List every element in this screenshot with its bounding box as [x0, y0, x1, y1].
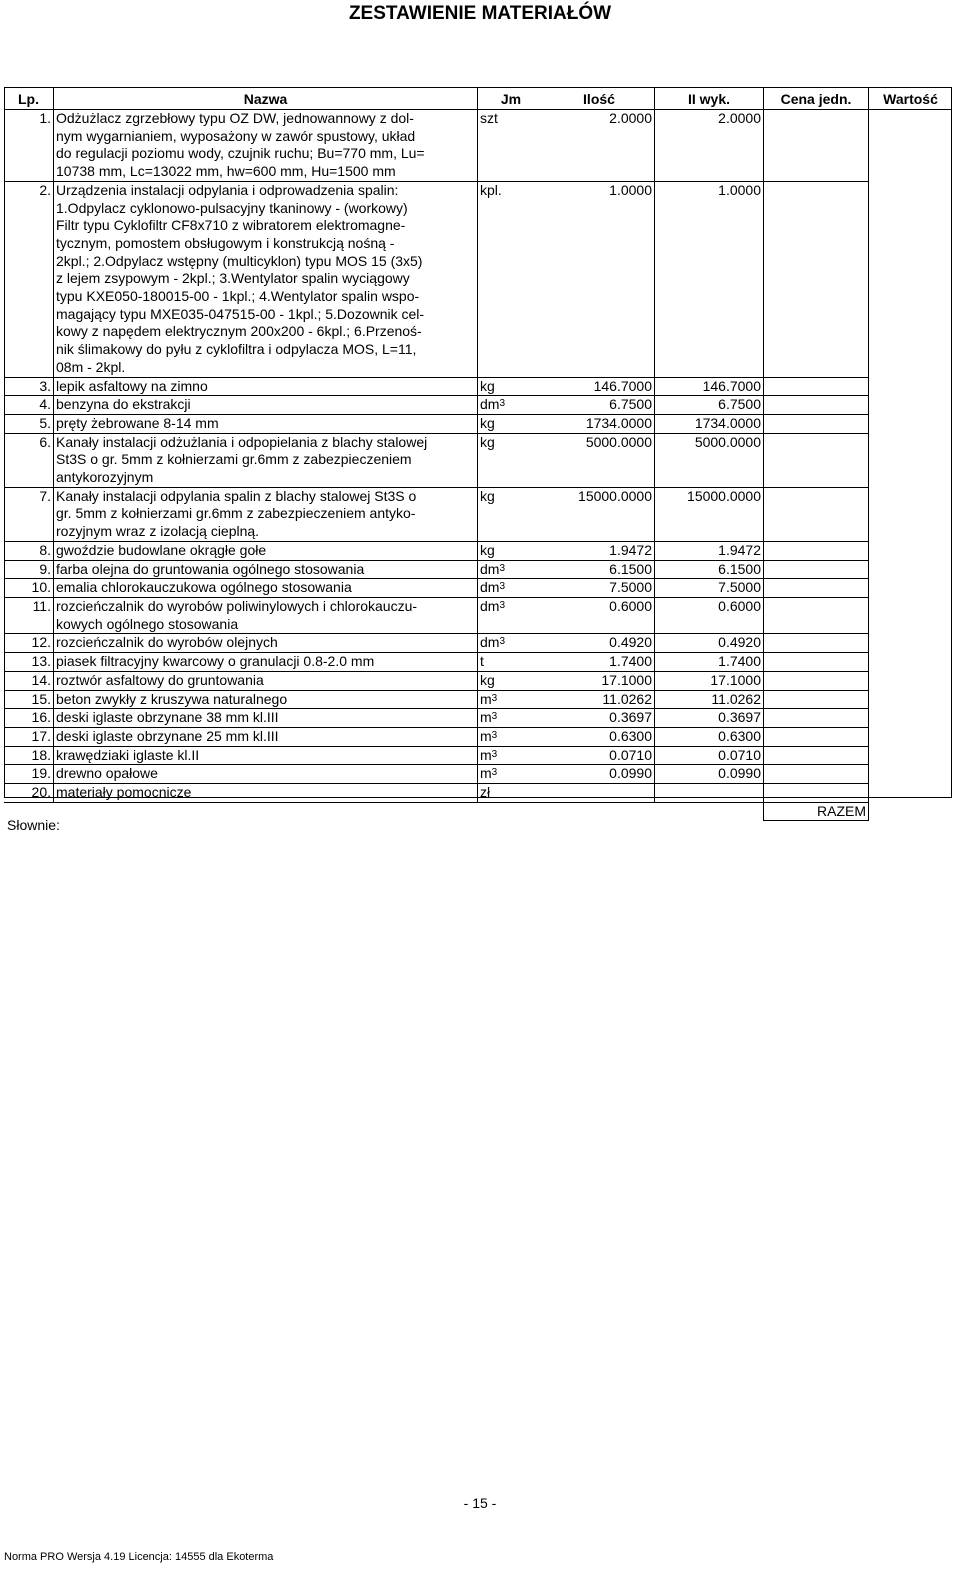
- row-ii-wyk: [655, 784, 764, 803]
- table-row: [4, 765, 952, 784]
- row-jm: [478, 181, 545, 377]
- row-ilosc: 17.1000: [544, 671, 655, 690]
- row-nazwa: beton zwykły z kruszywa naturalnego: [54, 690, 478, 709]
- row-ilosc: 0.6300: [544, 727, 655, 746]
- row-wartosc: [869, 634, 953, 653]
- row-ilosc: 0.3697: [544, 709, 655, 728]
- table-row: [4, 653, 952, 672]
- unit-text: dm: [480, 597, 500, 614]
- row-ilosc: 1.9472: [544, 541, 655, 560]
- row-ii-wyk: 17.1000: [655, 671, 764, 690]
- row-jm: [478, 671, 545, 690]
- row-nazwa: piasek filtracyjny kwarcowy o granulacji 0.8-2.0 mm: [54, 653, 478, 672]
- row-ii-wyk: 1.0000: [655, 181, 764, 377]
- row-wartosc: [869, 541, 953, 560]
- row-nazwa: krawędziaki iglaste kl.II: [54, 746, 478, 765]
- unit-text: kpl.: [480, 181, 502, 198]
- row-cena: [764, 560, 869, 579]
- row-lp: 13.: [4, 653, 54, 672]
- row-cena: [764, 671, 869, 690]
- row-ilosc: 0.0990: [544, 765, 655, 784]
- row-nazwa: gwoździe budowlane okrągłe gołe: [54, 541, 478, 560]
- row-nazwa: emalia chlorokauczukowa ogólnego stosowania: [54, 579, 478, 598]
- row-cena: [764, 110, 869, 182]
- row-ilosc: 5000.0000: [544, 433, 655, 487]
- header-wartosc: Wartość: [869, 88, 953, 110]
- unit-text: kg: [480, 433, 495, 450]
- table-row: [4, 414, 952, 433]
- table-row: [4, 597, 952, 633]
- unit-text: dm: [480, 634, 500, 651]
- table-row: [4, 784, 952, 803]
- table-row: [4, 433, 952, 487]
- footer-license: Norma PRO Wersja 4.19 Licencja: 14555 dla Ekoterma: [4, 1551, 274, 1563]
- header-ilosc: Ilość: [544, 88, 655, 110]
- materials-table: [4, 87, 952, 821]
- unit-exponent: 3: [491, 692, 498, 704]
- row-jm: [478, 579, 545, 598]
- unit-text: dm: [480, 579, 500, 596]
- row-jm: [478, 377, 545, 396]
- row-wartosc: [869, 181, 953, 377]
- row-jm: [478, 433, 545, 487]
- table-row: [4, 377, 952, 396]
- header-nazwa: Nazwa: [54, 88, 478, 110]
- empty-cell: [54, 802, 478, 821]
- unit-text: kg: [480, 377, 495, 394]
- unit-text: kg: [480, 487, 495, 504]
- row-cena: [764, 433, 869, 487]
- razem-value: [869, 802, 953, 821]
- row-nazwa: materiały pomocnicze: [54, 784, 478, 803]
- unit-exponent: 3: [499, 562, 506, 574]
- row-ilosc: 6.7500: [544, 396, 655, 415]
- row-cena: [764, 784, 869, 803]
- row-cena: [764, 727, 869, 746]
- row-wartosc: [869, 487, 953, 541]
- row-ii-wyk: 6.7500: [655, 396, 764, 415]
- row-ilosc: 146.7000: [544, 377, 655, 396]
- row-ii-wyk: 11.0262: [655, 690, 764, 709]
- unit-text: kg: [480, 671, 495, 688]
- row-ii-wyk: 0.6000: [655, 597, 764, 633]
- unit-exponent: 3: [499, 398, 506, 410]
- row-lp: 7.: [4, 487, 54, 541]
- row-ii-wyk: 1.7400: [655, 653, 764, 672]
- row-lp: 2.: [4, 181, 54, 377]
- row-nazwa: pręty żebrowane 8-14 mm: [54, 414, 478, 433]
- unit-text: m: [480, 727, 492, 744]
- table-row: [4, 746, 952, 765]
- unit-text: t: [480, 653, 484, 670]
- table-row: [4, 560, 952, 579]
- row-jm: [478, 727, 545, 746]
- slownie-label: Słownie:: [7, 817, 60, 833]
- row-ilosc: [544, 784, 655, 803]
- table-row: [4, 487, 952, 541]
- row-jm: [478, 487, 545, 541]
- row-nazwa: drewno opałowe: [54, 765, 478, 784]
- row-ilosc: 1.7400: [544, 653, 655, 672]
- row-ii-wyk: 0.4920: [655, 634, 764, 653]
- unit-text: dm: [480, 396, 500, 413]
- row-ii-wyk: 0.0990: [655, 765, 764, 784]
- row-jm: [478, 110, 545, 182]
- unit-exponent: 3: [499, 599, 506, 611]
- row-ilosc: 1.0000: [544, 181, 655, 377]
- row-ilosc: 15000.0000: [544, 487, 655, 541]
- row-ii-wyk: 146.7000: [655, 377, 764, 396]
- row-wartosc: [869, 396, 953, 415]
- row-wartosc: [869, 671, 953, 690]
- row-ii-wyk: 7.5000: [655, 579, 764, 598]
- row-ilosc: 11.0262: [544, 690, 655, 709]
- row-wartosc: [869, 414, 953, 433]
- table-row: [4, 671, 952, 690]
- row-nazwa: Kanały instalacji odżużlania i odpopielania z blachy stalowej St3S o gr. 5mm z kołnierzami gr.6mm z zabezpieczeniem antykorozyjnym: [54, 433, 478, 487]
- row-cena: [764, 541, 869, 560]
- unit-exponent: 3: [491, 748, 498, 760]
- row-cena: [764, 746, 869, 765]
- table-row: [4, 110, 952, 182]
- row-cena: [764, 765, 869, 784]
- row-wartosc: [869, 784, 953, 803]
- unit-text: kg: [480, 541, 495, 558]
- row-wartosc: [869, 560, 953, 579]
- row-wartosc: [869, 433, 953, 487]
- row-ii-wyk: 1.9472: [655, 541, 764, 560]
- row-ii-wyk: 0.3697: [655, 709, 764, 728]
- page-title: ZESTAWIENIE MATERIAŁÓW: [348, 3, 612, 24]
- row-cena: [764, 181, 869, 377]
- row-ii-wyk: 6.1500: [655, 560, 764, 579]
- row-jm: [478, 634, 545, 653]
- empty-cell: [655, 802, 764, 821]
- row-nazwa: rozcieńczalnik do wyrobów poliwinylowych i chlorokauczu- kowych ogólnego stosowania: [54, 597, 478, 633]
- row-ii-wyk: 0.6300: [655, 727, 764, 746]
- row-jm: [478, 746, 545, 765]
- row-ii-wyk: 0.0710: [655, 746, 764, 765]
- row-lp: 15.: [4, 690, 54, 709]
- row-wartosc: [869, 765, 953, 784]
- row-ii-wyk: 1734.0000: [655, 414, 764, 433]
- row-ilosc: 0.4920: [544, 634, 655, 653]
- unit-text: kg: [480, 414, 495, 431]
- row-ilosc: 0.6000: [544, 597, 655, 633]
- row-ilosc: 2.0000: [544, 110, 655, 182]
- row-ilosc: 1734.0000: [544, 414, 655, 433]
- table-row: [4, 727, 952, 746]
- row-wartosc: [869, 690, 953, 709]
- table-body: [4, 110, 952, 821]
- table-row: [4, 690, 952, 709]
- row-nazwa: lepik asfaltowy na zimno: [54, 377, 478, 396]
- row-cena: [764, 653, 869, 672]
- page-number: - 15 -: [463, 1495, 497, 1511]
- row-lp: 16.: [4, 709, 54, 728]
- row-lp: 18.: [4, 746, 54, 765]
- row-nazwa: roztwór asfaltowy do gruntowania: [54, 671, 478, 690]
- row-jm: [478, 396, 545, 415]
- row-jm: [478, 709, 545, 728]
- table-row: [4, 634, 952, 653]
- row-lp: 19.: [4, 765, 54, 784]
- row-lp: 10.: [4, 579, 54, 598]
- row-nazwa: rozcieńczalnik do wyrobów olejnych: [54, 634, 478, 653]
- unit-text: m: [480, 709, 492, 726]
- empty-cell: [478, 802, 545, 821]
- unit-text: szt: [480, 110, 498, 126]
- row-wartosc: [869, 727, 953, 746]
- row-ii-wyk: 15000.0000: [655, 487, 764, 541]
- row-wartosc: [869, 597, 953, 633]
- header-jm: Jm: [478, 88, 545, 110]
- unit-exponent: 3: [491, 711, 498, 723]
- table-row: [4, 709, 952, 728]
- row-lp: 1.: [4, 110, 54, 182]
- unit-exponent: 3: [499, 581, 506, 593]
- row-wartosc: [869, 579, 953, 598]
- header-cena: Cena jedn.: [764, 88, 869, 110]
- table-header-row: [4, 88, 952, 110]
- row-cena: [764, 414, 869, 433]
- row-wartosc: [869, 110, 953, 182]
- row-cena: [764, 487, 869, 541]
- row-lp: 8.: [4, 541, 54, 560]
- empty-cell: [544, 802, 655, 821]
- header-lp: Lp.: [4, 88, 54, 110]
- row-lp: 5.: [4, 414, 54, 433]
- row-wartosc: [869, 377, 953, 396]
- row-lp: 3.: [4, 377, 54, 396]
- unit-exponent: 3: [499, 636, 506, 648]
- row-ii-wyk: 2.0000: [655, 110, 764, 182]
- unit-text: m: [480, 690, 492, 707]
- row-jm: [478, 784, 545, 803]
- row-jm: [478, 653, 545, 672]
- row-nazwa: deski iglaste obrzynane 25 mm kl.III: [54, 727, 478, 746]
- unit-text: dm: [480, 560, 500, 577]
- unit-text: m: [480, 746, 492, 763]
- row-cena: [764, 690, 869, 709]
- row-jm: [478, 597, 545, 633]
- row-ilosc: 6.1500: [544, 560, 655, 579]
- row-jm: [478, 560, 545, 579]
- row-lp: 12.: [4, 634, 54, 653]
- row-nazwa: deski iglaste obrzynane 38 mm kl.III: [54, 709, 478, 728]
- row-nazwa: Odżużlacz zgrzebłowy typu OZ DW, jednowannowy z dol- nym wygarnianiem, wyposażony w zawór spustowy, układ do regulacji poziomu wody, czujnik ruchu; Bu=770 mm, Lu= 10738 mm, Lc=13022 mm, hw=600 mm, Hu=1500 mm: [54, 110, 478, 182]
- row-jm: [478, 541, 545, 560]
- row-cena: [764, 396, 869, 415]
- razem-label: RAZEM: [764, 802, 869, 821]
- table-row: [4, 396, 952, 415]
- table-row: [4, 541, 952, 560]
- table-row: [4, 579, 952, 598]
- unit-text: m: [480, 765, 492, 782]
- header-ii-wyk: II wyk.: [655, 88, 764, 110]
- row-nazwa: Urządzenia instalacji odpylania i odprowadzenia spalin: 1.Odpylacz cyklonowo-pulsacyjny tkaninowy - (workowy) Filtr typu Cyklofiltr CF8x710 z wibratorem elektromagne- tycznym, pomostem obsługowym i konstrukcją nośną - 2kpl.; 2.Odpylacz wstępny (multicyklon) typu MOS 15 (3x5) z lejem zsypowym - 2kpl.; 3.Wentylator spalin wyciągowy typu KXE050-180015-00 - 1kpl.; 4.Wentylator spalin wspo- magający typu MXE035-047515-00 - 1kpl.; 5.Dozownik cel- kowy z napędem elektrycznym 200x200 - 6kpl.; 6.Przenoś- nik ślimakowy do pyłu z cyklofiltra i odpylacza MOS, L=11, 08m - 2kpl.: [54, 181, 478, 377]
- row-wartosc: [869, 653, 953, 672]
- row-ilosc: 0.0710: [544, 746, 655, 765]
- row-wartosc: [869, 746, 953, 765]
- row-jm: [478, 765, 545, 784]
- row-nazwa: farba olejna do gruntowania ogólnego stosowania: [54, 560, 478, 579]
- row-lp: 6.: [4, 433, 54, 487]
- row-nazwa: benzyna do ekstrakcji: [54, 396, 478, 415]
- row-jm: [478, 414, 545, 433]
- row-lp: 14.: [4, 671, 54, 690]
- unit-exponent: 3: [491, 767, 498, 779]
- row-ii-wyk: 5000.0000: [655, 433, 764, 487]
- row-cena: [764, 377, 869, 396]
- table-row: [4, 181, 952, 377]
- row-lp: 11.: [4, 597, 54, 633]
- unit-exponent: 3: [491, 729, 498, 741]
- row-lp: 9.: [4, 560, 54, 579]
- row-lp: 20.: [4, 784, 54, 803]
- summary-row: [4, 802, 952, 821]
- row-cena: [764, 634, 869, 653]
- row-cena: [764, 597, 869, 633]
- unit-text: zł: [480, 784, 491, 801]
- row-nazwa: Kanały instalacji odpylania spalin z blachy stalowej St3S o gr. 5mm z kołnierzami gr.6mm z zabezpieczeniem antyko- rozyjnym wraz z izolacją cieplną.: [54, 487, 478, 541]
- row-lp: 17.: [4, 727, 54, 746]
- row-cena: [764, 579, 869, 598]
- row-wartosc: [869, 709, 953, 728]
- row-cena: [764, 709, 869, 728]
- row-lp: 4.: [4, 396, 54, 415]
- row-jm: [478, 690, 545, 709]
- row-ilosc: 7.5000: [544, 579, 655, 598]
